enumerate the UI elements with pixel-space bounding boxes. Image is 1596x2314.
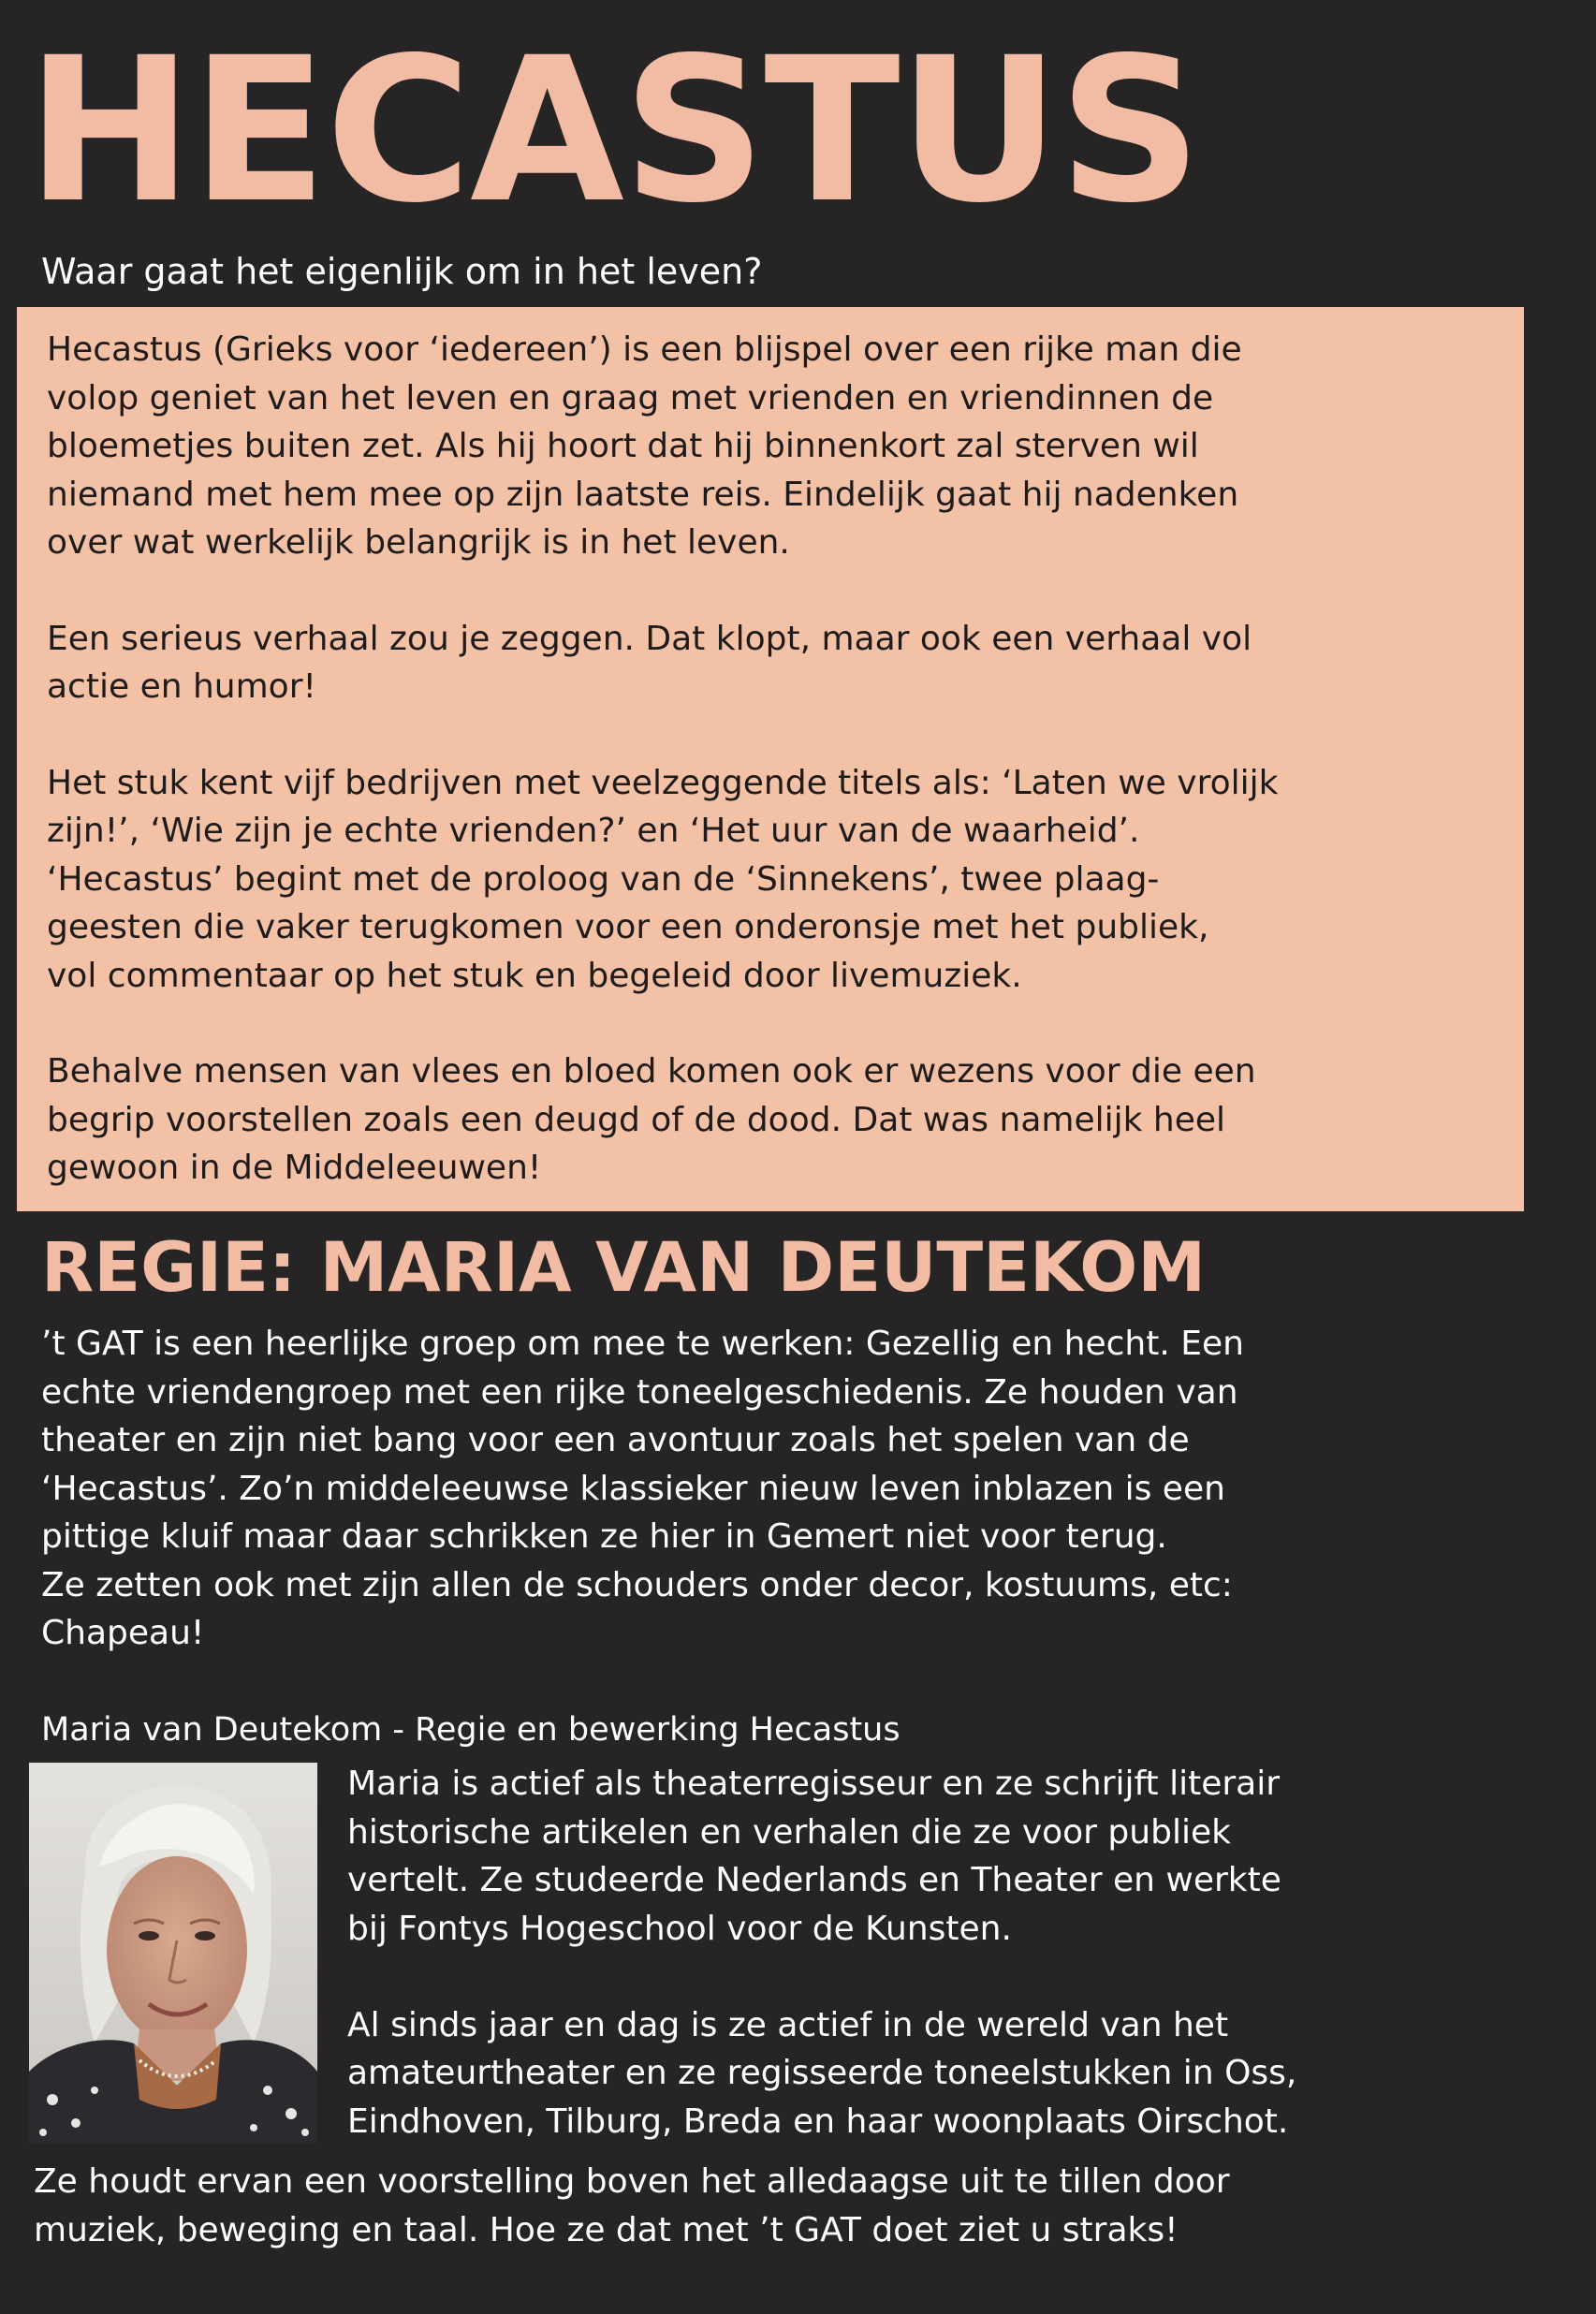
director-bio xyxy=(347,1760,1564,2194)
bio-paragraph: Maria is actief als theaterregisseur en ze schrijft literair historische artikelen en verhalen die ze voor publiek vertelt. Ze studeerde Nederlands en Theater en werkte bij Fontys Hogeschool voor de Kunsten. xyxy=(347,1765,1281,1948)
summary-paragraph: Een serieus verhaal zou je zeggen. Dat klopt, maar ook een verhaal vol actie en humor! xyxy=(47,619,1252,706)
director-intro: ’t GAT is een heerlijke groep om mee te werken: Gezellig en hecht. Een echte vriendengroep met een rijke toneelgeschiedenis. Ze houden van theater en zijn niet bang voor een avontuur zoals het spelen van de ‘Hecastus’. Zo’n middeleeuwse klassieker nieuw leven inblazen is een pittige kluif maar daar schrikken ze hier in Gemert niet voor terug. Ze zetten ook met zijn allen de schouders onder decor, kostuums, etc: Chapeau! xyxy=(41,1325,1244,1652)
summary-paragraph: Het stuk kent vijf bedrijven met veelzeggende titels als: ‘Laten we vrolijk zijn!’, ‘Wie zijn je echte vrienden?’ en ‘Het uur van de waarheid’. ‘Hecastus’ begint met de proloog van de ‘Sinnekens’, twee plaag- geesten die vaker terugkomen voor een onderonsje met het publiek, vol commentaar op het stuk en begeleid door livemuziek. xyxy=(47,763,1279,995)
portrait-caption: Maria van Deutekom - Regie en bewerking Hecastus xyxy=(41,1711,900,1749)
page-title: HECASTUS xyxy=(26,15,1200,247)
summary-paragraph: Hecastus (Grieks voor ‘iedereen’) is een blijspel over een rijke man die volop geniet van het leven en graag met vrienden en vriendinnen de bloemetjes buiten zet. Als hij hoort dat hij binnenkort zal sterven wil niemand met hem mee op zijn laatste reis. Eindelijk gaat hij nadenken over wat werkelijk belangrijk is in het leven. xyxy=(47,330,1242,562)
closing-text: Ze houdt ervan een voorstelling boven het alledaagse uit te tillen door muziek, beweging en taal. Hoe ze dat met ’t GAT doet ziet u straks! xyxy=(34,2162,1230,2249)
director-heading: REGIE: MARIA VAN DEUTEKOM xyxy=(41,1228,1206,1308)
page-subtitle: Waar gaat het eigenlijk om in het leven? xyxy=(41,251,763,292)
director-portrait xyxy=(29,1763,317,2144)
summary-paragraph: Behalve mensen van vlees en bloed komen ook er wezens voor die een begrip voorstellen zoals een deugd of de dood. Dat was namelijk heel gewoon in de Middeleeuwen! xyxy=(47,1052,1256,1187)
bio-paragraph: Al sinds jaar en dag is ze actief in de wereld van het amateurtheater en ze regisseerde toneelstukken in Oss, Eindhoven, Tilburg, Breda en haar woonplaats Oirschot. xyxy=(347,2005,1297,2141)
summary-box xyxy=(17,307,1524,1211)
